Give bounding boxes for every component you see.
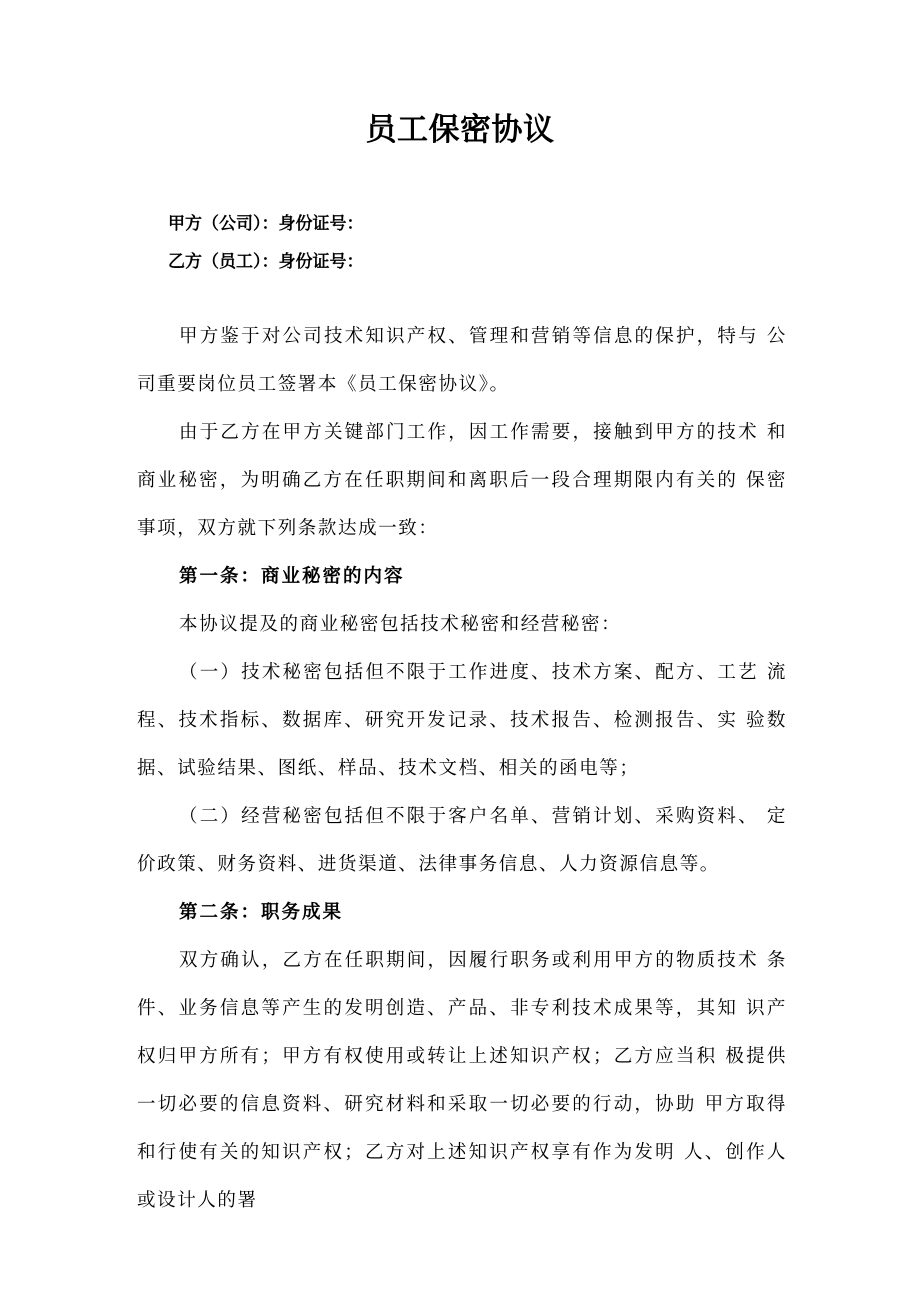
document-title: 员工保密协议 <box>365 112 555 148</box>
party-a-line: 甲方（公司）：身份证号： <box>168 214 364 234</box>
paragraph-business-secrets: （二）经营秘密包括但不限于客户名单、营销计划、采购资料、 定价政策、财务资料、进货渠道、法律事务信息、人力资源信息等。 <box>137 806 787 875</box>
paragraph-technical-secrets: （一）技术秘密包括但不限于工作进度、技术方案、配方、工艺 流程、技术指标、数据库、研究开发记录、技术报告、检测报告、实 验数据、试验结果、图纸、样品、技术文档、相关的函电等； <box>137 662 787 779</box>
agreement-body <box>137 313 787 1225</box>
party-b-line: 乙方（员工）：身份证号： <box>168 252 364 272</box>
paragraph-intro: 甲方鉴于对公司技术知识产权、管理和营销等信息的保护，特与 公司重要岗位员工签署本《员工保密协议》。 <box>137 326 787 395</box>
article-2-heading: 第二条：职务成果 <box>179 902 344 923</box>
paragraph-purpose: 由于乙方在甲方关键部门工作，因工作需要，接触到甲方的技术 和商业秘密，为明确乙方在任职期间和离职后一段合理期限内有关的 保密事项，双方就下列条款达成一致： <box>137 422 787 539</box>
article-1-heading: 第一条：商业秘密的内容 <box>179 566 405 587</box>
paragraph-secret-scope: 本协议提及的商业秘密包括技术秘密和经营秘密： <box>179 614 622 635</box>
paragraph-work-results: 双方确认，乙方在任职期间，因履行职务或利用甲方的物质技术 条件、业务信息等产生的发明创造、产品、非专利技术成果等，其知 识产权归甲方所有；甲方有权使用或转让上述知识产权；乙方应当积 极提供一切必要的信息资料、研究材料和采取一切必要的行动，协助 甲方取得和行使有关的知识产权；乙方对上述知识产权享有作为发明 人、创作人或设计人的署 <box>137 950 787 1211</box>
